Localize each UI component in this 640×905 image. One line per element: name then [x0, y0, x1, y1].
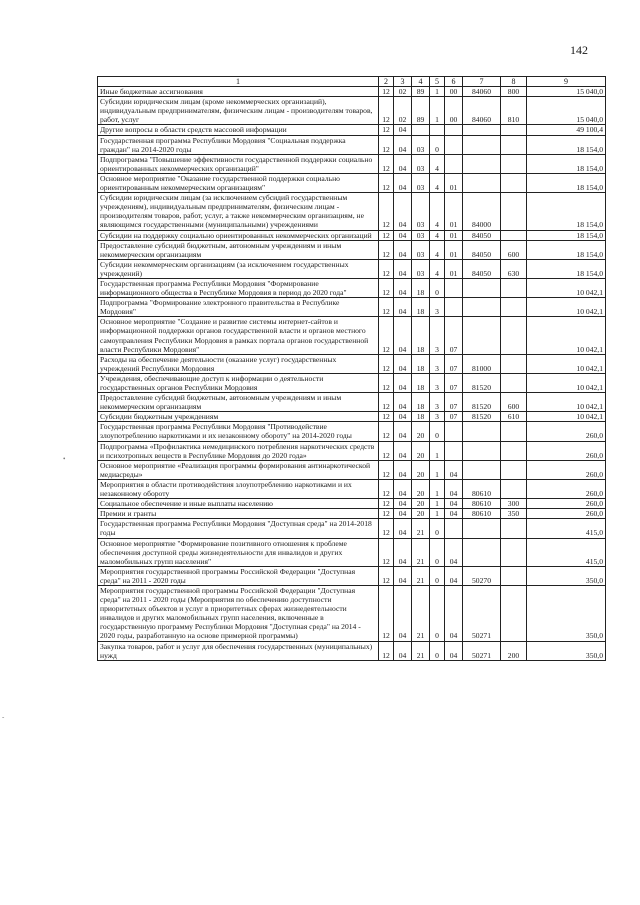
subprogram-code: 4	[430, 193, 445, 230]
program-code: 18	[412, 412, 430, 422]
direction-code: 80610	[463, 479, 501, 498]
table-row	[98, 87, 606, 97]
program-code: 03	[412, 230, 430, 240]
subprogram-code	[430, 125, 445, 135]
direction-code: 50270	[463, 566, 501, 585]
program-code: 18	[412, 354, 430, 373]
subprogram-code: 4	[430, 259, 445, 278]
activity-code: 04	[445, 538, 463, 566]
amount: 10 042,1	[527, 354, 606, 373]
section-code: 12	[379, 393, 394, 412]
amount: 18 154,0	[527, 193, 606, 230]
row-name: Государственная программа Республики Мордовия "Противодействие злоупотреблению наркотиками и их незаконному обороту" на 2014-2020 годы	[98, 422, 379, 441]
row-name: Основное мероприятие «Реализация программы формирования антинаркотической медиасреды»	[98, 460, 379, 479]
program-code: 20	[412, 422, 430, 441]
amount: 350,0	[527, 585, 606, 641]
subprogram-code: 3	[430, 317, 445, 354]
expense-type-code: 630	[501, 259, 527, 278]
subsection-code: 04	[394, 298, 412, 317]
scan-mark: -	[2, 713, 5, 721]
row-name: Государственная программа Республики Мордовия "Формирование информационного общества в Республике Мордовия в период до 2020 года"	[98, 278, 379, 297]
table-row	[98, 460, 606, 479]
program-code: 18	[412, 278, 430, 297]
amount: 18 154,0	[527, 259, 606, 278]
expense-type-code	[501, 135, 527, 154]
subsection-code: 04	[394, 373, 412, 392]
subsection-code: 04	[394, 193, 412, 230]
expense-type-code	[501, 317, 527, 354]
expense-type-code	[501, 278, 527, 297]
section-code: 12	[379, 240, 394, 259]
table-row	[98, 135, 606, 154]
subprogram-code: 0	[430, 135, 445, 154]
subprogram-code: 1	[430, 479, 445, 498]
section-code: 12	[379, 259, 394, 278]
subprogram-code: 3	[430, 298, 445, 317]
activity-code: 01	[445, 173, 463, 192]
table-row	[98, 585, 606, 641]
subprogram-code: 3	[430, 354, 445, 373]
table-row	[98, 240, 606, 259]
row-name: Субсидии юридическим лицам (за исключением субсидий государственным учреждениям), индивидуальным предпринимателям, физическим лицам - производителям товаров, работ, услуг, а также некоммерческим организациям, не являющимся государственными (муниципальными) учреждениями	[98, 193, 379, 230]
section-code: 12	[379, 422, 394, 441]
subsection-code: 04	[394, 479, 412, 498]
subsection-code: 02	[394, 97, 412, 125]
amount: 10 042,1	[527, 278, 606, 297]
subsection-code: 04	[394, 509, 412, 519]
section-code: 12	[379, 641, 394, 660]
subprogram-code: 0	[430, 538, 445, 566]
direction-code	[463, 422, 501, 441]
amount: 415,0	[527, 538, 606, 566]
expense-type-code: 810	[501, 97, 527, 125]
expense-type-code: 600	[501, 240, 527, 259]
program-code	[412, 125, 430, 135]
expense-type-code	[501, 566, 527, 585]
expense-type-code	[501, 422, 527, 441]
section-code: 12	[379, 278, 394, 297]
header-direction: 7	[463, 77, 501, 87]
expense-type-code	[501, 125, 527, 135]
direction-code	[463, 278, 501, 297]
subsection-code: 04	[394, 641, 412, 660]
expense-type-code: 600	[501, 393, 527, 412]
subsection-code: 04	[394, 499, 412, 509]
row-name: Иные бюджетные ассигнования	[98, 87, 379, 97]
subprogram-code: 4	[430, 154, 445, 173]
activity-code: 04	[445, 641, 463, 660]
subsection-code: 04	[394, 460, 412, 479]
subprogram-code: 4	[430, 230, 445, 240]
subsection-code: 04	[394, 173, 412, 192]
subsection-code: 04	[394, 230, 412, 240]
direction-code: 50271	[463, 641, 501, 660]
activity-code: 07	[445, 393, 463, 412]
amount: 10 042,1	[527, 317, 606, 354]
row-name: Учреждения, обеспечивающие доступ к информации о деятельности государственных органов Республики Мордовия	[98, 373, 379, 392]
activity-code	[445, 422, 463, 441]
direction-code: 84000	[463, 193, 501, 230]
subprogram-code: 3	[430, 412, 445, 422]
section-code: 12	[379, 509, 394, 519]
subprogram-code: 0	[430, 566, 445, 585]
header-activity: 6	[445, 77, 463, 87]
table-row	[98, 393, 606, 412]
row-name: Мероприятия в области противодействия злоупотреблению наркотиками и их незаконному обороту	[98, 479, 379, 498]
activity-code	[445, 278, 463, 297]
direction-code: 81520	[463, 412, 501, 422]
expense-type-code	[501, 154, 527, 173]
table-header-row	[98, 77, 606, 87]
direction-code: 84060	[463, 97, 501, 125]
subprogram-code: 4	[430, 173, 445, 192]
direction-code	[463, 173, 501, 192]
program-code: 21	[412, 641, 430, 660]
header-name: 1	[98, 77, 379, 87]
row-name: Другие вопросы в области средств массовой информации	[98, 125, 379, 135]
expense-type-code: 300	[501, 499, 527, 509]
subsection-code: 04	[394, 278, 412, 297]
expense-type-code	[501, 373, 527, 392]
direction-code: 81520	[463, 373, 501, 392]
header-expense-type: 8	[501, 77, 527, 87]
section-code: 12	[379, 317, 394, 354]
table-row	[98, 317, 606, 354]
section-code: 12	[379, 173, 394, 192]
activity-code: 07	[445, 317, 463, 354]
expense-type-code	[501, 460, 527, 479]
section-code: 12	[379, 354, 394, 373]
row-name: Подпрограмма «Профилактика немедицинского потребления наркотических средств и психотропных веществ в Республике Мордовия до 2020 года»	[98, 441, 379, 460]
activity-code: 04	[445, 585, 463, 641]
table-row	[98, 441, 606, 460]
expense-type-code	[501, 173, 527, 192]
expense-type-code: 800	[501, 87, 527, 97]
table-row	[98, 519, 606, 538]
program-code: 03	[412, 154, 430, 173]
section-code: 12	[379, 566, 394, 585]
amount: 18 154,0	[527, 173, 606, 192]
expense-type-code	[501, 354, 527, 373]
program-code: 18	[412, 393, 430, 412]
row-name: Мероприятия государственной программы Российской Федерации "Доступная среда" на 2011 - 2020 годы	[98, 566, 379, 585]
table-row	[98, 412, 606, 422]
direction-code: 81000	[463, 354, 501, 373]
program-code: 89	[412, 97, 430, 125]
program-code: 18	[412, 373, 430, 392]
header-subprogram: 5	[430, 77, 445, 87]
row-name: Премии и гранты	[98, 509, 379, 519]
table-row	[98, 230, 606, 240]
activity-code: 04	[445, 479, 463, 498]
amount: 350,0	[527, 641, 606, 660]
program-code: 20	[412, 460, 430, 479]
program-code: 89	[412, 87, 430, 97]
amount: 260,0	[527, 499, 606, 509]
direction-code: 84050	[463, 259, 501, 278]
amount: 18 154,0	[527, 240, 606, 259]
amount: 18 154,0	[527, 135, 606, 154]
amount: 49 100,4	[527, 125, 606, 135]
subprogram-code: 1	[430, 87, 445, 97]
subsection-code: 04	[394, 441, 412, 460]
table-row	[98, 173, 606, 192]
subsection-code: 02	[394, 87, 412, 97]
subsection-code: 04	[394, 125, 412, 135]
header-subsection: 3	[394, 77, 412, 87]
subsection-code: 04	[394, 240, 412, 259]
subprogram-code: 3	[430, 393, 445, 412]
activity-code	[445, 135, 463, 154]
subprogram-code: 1	[430, 499, 445, 509]
header-program: 4	[412, 77, 430, 87]
table-row	[98, 193, 606, 230]
expense-type-code: 200	[501, 641, 527, 660]
row-name: Основное мероприятие "Формирование позитивного отношения к проблеме обеспечения доступной среды жизнедеятельности для инвалидов и других маломобильных групп населения"	[98, 538, 379, 566]
table-row	[98, 354, 606, 373]
program-code: 20	[412, 509, 430, 519]
row-name: Социальное обеспечение и иные выплаты населению	[98, 499, 379, 509]
activity-code: 04	[445, 566, 463, 585]
row-name: Субсидии некоммерческим организациям (за исключением государственных учреждений)	[98, 259, 379, 278]
table-row	[98, 298, 606, 317]
table-row	[98, 373, 606, 392]
direction-code	[463, 538, 501, 566]
row-name: Субсидии бюджетным учреждениям	[98, 412, 379, 422]
table-row	[98, 259, 606, 278]
scan-mark: •	[63, 455, 66, 463]
section-code: 12	[379, 373, 394, 392]
amount: 15 040,0	[527, 97, 606, 125]
direction-code: 84060	[463, 87, 501, 97]
expense-type-code	[501, 193, 527, 230]
section-code: 12	[379, 154, 394, 173]
row-name: Государственная программа Республики Мордовия "Доступная среда" на 2014-2018 годы	[98, 519, 379, 538]
expense-type-code	[501, 585, 527, 641]
activity-code: 07	[445, 354, 463, 373]
header-amount: 9	[527, 77, 606, 87]
activity-code: 07	[445, 412, 463, 422]
subsection-code: 04	[394, 412, 412, 422]
amount: 260,0	[527, 509, 606, 519]
subsection-code: 04	[394, 259, 412, 278]
program-code: 18	[412, 317, 430, 354]
section-code: 12	[379, 298, 394, 317]
direction-code	[463, 441, 501, 460]
subsection-code: 04	[394, 135, 412, 154]
program-code: 21	[412, 585, 430, 641]
amount: 15 040,0	[527, 87, 606, 97]
row-name: Основное мероприятие "Оказание государственной поддержки социально ориентированным некоммерческим организациям"	[98, 173, 379, 192]
budget-table	[97, 76, 606, 661]
table-row	[98, 125, 606, 135]
row-name: Субсидии на поддержку социально ориентированных некоммерческих организаций	[98, 230, 379, 240]
section-code: 12	[379, 97, 394, 125]
activity-code	[445, 519, 463, 538]
subsection-code: 04	[394, 354, 412, 373]
activity-code: 00	[445, 87, 463, 97]
expense-type-code: 350	[501, 509, 527, 519]
section-code: 12	[379, 479, 394, 498]
subsection-code: 04	[394, 519, 412, 538]
activity-code	[445, 298, 463, 317]
subsection-code: 04	[394, 317, 412, 354]
subprogram-code: 1	[430, 97, 445, 125]
program-code: 21	[412, 538, 430, 566]
amount: 10 042,1	[527, 298, 606, 317]
amount: 415,0	[527, 519, 606, 538]
amount: 18 154,0	[527, 230, 606, 240]
subprogram-code: 0	[430, 422, 445, 441]
row-name: Закупка товаров, работ и услуг для обеспечения государственных (муниципальных) нужд	[98, 641, 379, 660]
direction-code	[463, 298, 501, 317]
section-code: 12	[379, 538, 394, 566]
subprogram-code: 3	[430, 373, 445, 392]
subsection-code: 04	[394, 422, 412, 441]
activity-code: 07	[445, 373, 463, 392]
table-row	[98, 566, 606, 585]
activity-code: 04	[445, 499, 463, 509]
direction-code	[463, 125, 501, 135]
expense-type-code	[501, 298, 527, 317]
subprogram-code: 1	[430, 460, 445, 479]
program-code: 03	[412, 240, 430, 259]
subprogram-code: 0	[430, 585, 445, 641]
row-name: Подпрограмма "Повышение эффективности государственной поддержки социально ориентированных некоммерческих организаций"	[98, 154, 379, 173]
section-code: 12	[379, 460, 394, 479]
direction-code: 81520	[463, 393, 501, 412]
direction-code	[463, 460, 501, 479]
activity-code: 01	[445, 193, 463, 230]
program-code: 21	[412, 519, 430, 538]
program-code: 03	[412, 173, 430, 192]
amount: 350,0	[527, 566, 606, 585]
expense-type-code	[501, 441, 527, 460]
section-code: 12	[379, 585, 394, 641]
table-row	[98, 499, 606, 509]
activity-code: 04	[445, 509, 463, 519]
program-code: 20	[412, 441, 430, 460]
activity-code	[445, 125, 463, 135]
direction-code: 80610	[463, 499, 501, 509]
table-row	[98, 538, 606, 566]
program-code: 03	[412, 259, 430, 278]
amount: 10 042,1	[527, 373, 606, 392]
program-code: 20	[412, 479, 430, 498]
program-code: 03	[412, 135, 430, 154]
direction-code: 80610	[463, 509, 501, 519]
program-code: 18	[412, 298, 430, 317]
activity-code: 00	[445, 97, 463, 125]
direction-code: 50271	[463, 585, 501, 641]
subprogram-code: 0	[430, 278, 445, 297]
direction-code: 84050	[463, 230, 501, 240]
direction-code	[463, 154, 501, 173]
section-code: 12	[379, 87, 394, 97]
row-name: Предоставление субсидий бюджетным, автономным учреждениям и иным некоммерческим организациям	[98, 240, 379, 259]
expense-type-code	[501, 519, 527, 538]
table-row	[98, 278, 606, 297]
direction-code: 84050	[463, 240, 501, 259]
program-code: 21	[412, 566, 430, 585]
activity-code: 04	[445, 460, 463, 479]
subprogram-code: 1	[430, 441, 445, 460]
table-row	[98, 509, 606, 519]
subsection-code: 04	[394, 538, 412, 566]
activity-code	[445, 441, 463, 460]
amount: 10 042,1	[527, 412, 606, 422]
header-section: 2	[379, 77, 394, 87]
amount: 260,0	[527, 422, 606, 441]
expense-type-code	[501, 230, 527, 240]
table-row	[98, 641, 606, 660]
activity-code: 01	[445, 259, 463, 278]
activity-code	[445, 154, 463, 173]
section-code: 12	[379, 135, 394, 154]
expense-type-code: 610	[501, 412, 527, 422]
section-code: 12	[379, 441, 394, 460]
program-code: 03	[412, 193, 430, 230]
amount: 18 154,0	[527, 154, 606, 173]
table-row	[98, 154, 606, 173]
activity-code: 01	[445, 240, 463, 259]
table-row	[98, 479, 606, 498]
subsection-code: 04	[394, 585, 412, 641]
subprogram-code: 0	[430, 641, 445, 660]
section-code: 12	[379, 193, 394, 230]
subprogram-code: 0	[430, 519, 445, 538]
row-name: Расходы на обеспечение деятельности (оказание услуг) государственных учреждений Республики Мордовия	[98, 354, 379, 373]
amount: 260,0	[527, 441, 606, 460]
direction-code	[463, 135, 501, 154]
program-code: 20	[412, 499, 430, 509]
subprogram-code: 1	[430, 509, 445, 519]
subsection-code: 04	[394, 393, 412, 412]
subprogram-code: 4	[430, 240, 445, 259]
direction-code	[463, 519, 501, 538]
section-code: 12	[379, 230, 394, 240]
section-code: 12	[379, 125, 394, 135]
subsection-code: 04	[394, 566, 412, 585]
row-name: Субсидии юридическим лицам (кроме некоммерческих организаций), индивидуальным предпринимателям, физическим лицам - производителям товаров, работ, услуг	[98, 97, 379, 125]
section-code: 12	[379, 499, 394, 509]
activity-code: 01	[445, 230, 463, 240]
subsection-code: 04	[394, 154, 412, 173]
direction-code	[463, 317, 501, 354]
row-name: Подпрограмма "Формирование электронного правительства в Республике Мордовия"	[98, 298, 379, 317]
page-number: 142	[570, 43, 588, 57]
table-row	[98, 422, 606, 441]
section-code: 12	[379, 519, 394, 538]
amount: 260,0	[527, 460, 606, 479]
amount: 10 042,1	[527, 393, 606, 412]
expense-type-code	[501, 538, 527, 566]
row-name: Предоставление субсидий бюджетным, автономным учреждениям и иным некоммерческим организациям	[98, 393, 379, 412]
section-code: 12	[379, 412, 394, 422]
row-name: Мероприятия государственной программы Российской Федерации "Доступная среда" на 2011 - 2020 годы (Мероприятия по обеспечению доступности приоритетных объектов и услуг в приоритетных сферах жизнедеятельности инвалидов и других маломобильных групп населения, включенные в государственную программу Республики Мордовия "Доступная среда" на 2014 - 2020 годы, разработанную на основе примерной программы)	[98, 585, 379, 641]
table-row	[98, 97, 606, 125]
expense-type-code	[501, 479, 527, 498]
row-name: Государственная программа Республики Мордовия "Социальная поддержка граждан" на 2014-2020 годы	[98, 135, 379, 154]
amount: 260,0	[527, 479, 606, 498]
row-name: Основное мероприятие "Создание и развитие системы интернет-сайтов и информационной поддержки органов государственной власти и органов местного самоуправления Республики Мордовия в рамках портала органов государственной власти Республики Мордовия"	[98, 317, 379, 354]
